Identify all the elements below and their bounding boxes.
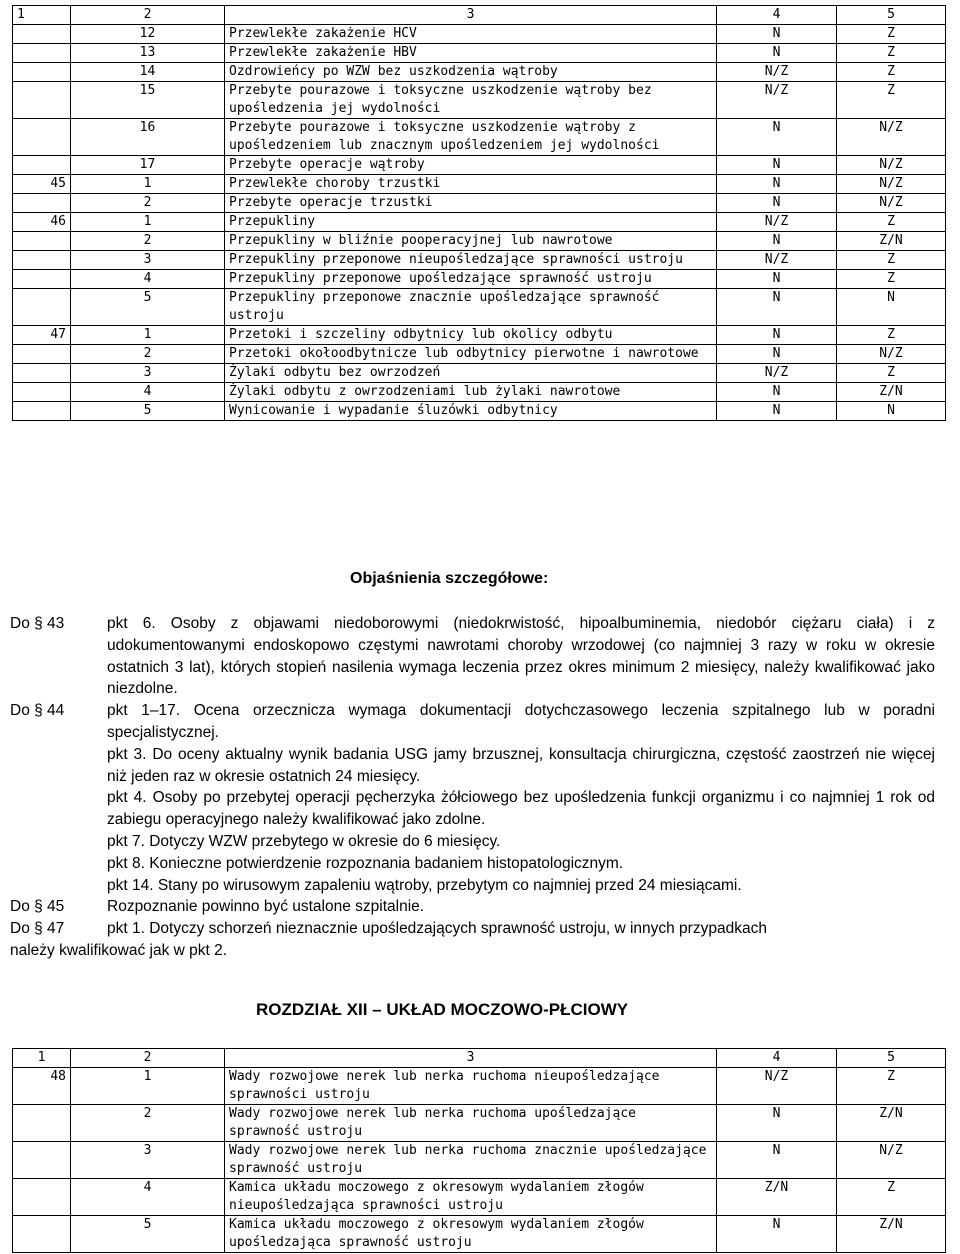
item-number-cell: 4 (71, 383, 225, 402)
header-cell: 1 (13, 6, 71, 25)
category-cell: N/Z (717, 251, 837, 270)
explanation-text: pkt 7. Dotyczy WZW przebytego w okresie do 6 miesięcy. (107, 832, 501, 850)
item-number-cell: 16 (71, 119, 225, 156)
explanation-label (10, 787, 107, 831)
item-number-cell: 5 (71, 289, 225, 326)
category-cell: N/Z (837, 119, 946, 156)
category-cell: N/Z (837, 1142, 946, 1179)
category-cell: N (837, 402, 946, 421)
condition-cell: Przetoki i szczeliny odbytnicy lub okolicy odbytu (225, 326, 717, 345)
item-number-cell: 1 (71, 175, 225, 194)
category-cell: N/Z (717, 213, 837, 232)
condition-cell: Przewlekłe choroby trzustki (225, 175, 717, 194)
category-cell: N (717, 232, 837, 251)
condition-cell: Przetoki okołoodbytnicze lub odbytnicy pierwotne i nawrotowe (225, 345, 717, 364)
item-number-cell: 3 (71, 364, 225, 383)
category-cell: Z (837, 1068, 946, 1105)
explanation-label (10, 744, 107, 788)
section-number-cell (13, 345, 71, 364)
category-cell: N (717, 1216, 837, 1253)
condition-cell: Żylaki odbytu z owrzodzeniami lub żylaki nawrotowe (225, 383, 717, 402)
category-cell: N (717, 383, 837, 402)
item-number-cell: 5 (71, 1216, 225, 1253)
explanation-label (10, 831, 107, 853)
category-cell: Z (837, 270, 946, 289)
explanation-item (10, 831, 935, 853)
category-cell: N (717, 345, 837, 364)
item-number-cell: 14 (71, 63, 225, 82)
category-cell: N/Z (837, 156, 946, 175)
category-cell: Z/N (837, 232, 946, 251)
category-cell: N (717, 119, 837, 156)
explanation-text: pkt 6. Osoby z objawami niedoborowymi (niedokrwistość, hipoalbuminemia, niedobór ciężaru ciała) i z udokumentowanymi endoskopowo częstymi nawrotami choroby wrzodowej (co najmniej 3 razy w roku w okresie ostatnich 3 lat), których stopień nasilenia wymaga leczenia przez okres minimum 2 miesięcy, należy kwalifikować jako niezdolne. (107, 615, 935, 698)
section-number-cell (13, 402, 71, 421)
table-header-row (13, 1049, 946, 1068)
explanation-text: Rozpoznanie powinno być ustalone szpitalnie. (107, 898, 425, 916)
explanation-item (10, 875, 935, 897)
condition-cell: Przepukliny w bliźnie pooperacyjnej lub nawrotowe (225, 232, 717, 251)
category-cell: Z/N (717, 1179, 837, 1216)
category-cell: Z (837, 82, 946, 119)
explanations-list (10, 613, 935, 962)
category-cell: N (717, 1142, 837, 1179)
condition-cell: Przebyte operacje wątroby (225, 156, 717, 175)
condition-cell: Przewlekłe zakażenie HCV (225, 25, 717, 44)
table-row (13, 175, 946, 194)
item-number-cell: 1 (71, 1068, 225, 1105)
explanation-label: Do § 43 (10, 615, 65, 632)
explanation-text: pkt 14. Stany po wirusowym zapaleniu wątroby, przebytym co najmniej przed 24 miesiącami. (107, 876, 742, 894)
table-row (13, 44, 946, 63)
category-cell: N/Z (717, 364, 837, 383)
condition-cell: Ozdrowieńcy po WZW bez uszkodzenia wątroby (225, 63, 717, 82)
header-cell: 5 (837, 6, 946, 25)
item-number-cell: 5 (71, 402, 225, 421)
item-number-cell: 1 (71, 326, 225, 345)
section-number-cell (13, 289, 71, 326)
condition-cell: Kamica układu moczowego z okresowym wydalaniem złogów nieupośledzająca sprawności ustroju (225, 1179, 717, 1216)
section-number-cell: 47 (13, 326, 71, 345)
section-number-cell (13, 1142, 71, 1179)
category-cell: N (717, 270, 837, 289)
section-number-cell (13, 119, 71, 156)
explanation-label: Do § 45 (10, 898, 65, 916)
table-row (13, 402, 946, 421)
section-number-cell (13, 63, 71, 82)
section-number-cell: 46 (13, 213, 71, 232)
section-number-cell (13, 270, 71, 289)
category-cell: Z (837, 251, 946, 270)
category-cell: N/Z (717, 63, 837, 82)
section-number-cell (13, 194, 71, 213)
explanation-text: pkt 3. Do oceny aktualny wynik badania USG jamy brzusznej, konsultacja chirurgiczna, częstość zaostrzeń nie więcej niż jeden raz w okresie ostatnich 24 miesięcy. (107, 745, 935, 785)
category-cell: N (717, 326, 837, 345)
category-cell: Z/N (837, 383, 946, 402)
table-row (13, 119, 946, 156)
table-row (13, 25, 946, 44)
table-row (13, 1142, 946, 1179)
category-cell: Z (837, 25, 946, 44)
condition-cell: Przebyte pourazowe i toksyczne uszkodzenie wątroby bez upośledzenia jej wydolności (225, 82, 717, 119)
category-cell: N (717, 289, 837, 326)
category-cell: N (837, 289, 946, 326)
item-number-cell: 3 (71, 1142, 225, 1179)
category-cell: Z/N (837, 1216, 946, 1253)
section-number-cell (13, 82, 71, 119)
header-cell: 2 (71, 6, 225, 25)
explanation-item (10, 918, 935, 940)
header-cell: 4 (717, 6, 837, 25)
table-header-row (13, 6, 946, 25)
item-number-cell: 4 (71, 1179, 225, 1216)
condition-cell: Przepukliny przeponowe upośledzające sprawność ustroju (225, 270, 717, 289)
table-row (13, 289, 946, 326)
condition-cell: Wady rozwojowe nerek lub nerka ruchoma nieupośledzające sprawności ustroju (225, 1068, 717, 1105)
table-row (13, 383, 946, 402)
explanation-item (10, 896, 935, 918)
table-row (13, 326, 946, 345)
table-row (13, 1179, 946, 1216)
category-cell: N (717, 175, 837, 194)
explanations-title: Objaśnienia szczegółowe: (350, 570, 549, 587)
explanation-item (10, 744, 935, 788)
header-cell: 1 (13, 1049, 71, 1068)
table-row (13, 1105, 946, 1142)
category-cell: Z (837, 63, 946, 82)
section-number-cell (13, 156, 71, 175)
item-number-cell: 2 (71, 194, 225, 213)
header-cell: 5 (837, 1049, 946, 1068)
section-number-cell (13, 1105, 71, 1142)
table-row (13, 345, 946, 364)
category-cell: N/Z (717, 82, 837, 119)
category-cell: N (717, 44, 837, 63)
condition-cell: Wady rozwojowe nerek lub nerka ruchoma upośledzające sprawność ustroju (225, 1105, 717, 1142)
item-number-cell: 1 (71, 213, 225, 232)
category-cell: Z (837, 213, 946, 232)
condition-cell: Kamica układu moczowego z okresowym wydalaniem złogów upośledzająca sprawność ustroju (225, 1216, 717, 1253)
table-row (13, 63, 946, 82)
condition-cell: Przepukliny (225, 213, 717, 232)
category-cell: N/Z (717, 1068, 837, 1105)
table-row (13, 82, 946, 119)
section-number-cell (13, 1216, 71, 1253)
explanation-text: pkt 8. Konieczne potwierdzenie rozpoznania badaniem histopatologicznym. (107, 854, 624, 872)
explanation-text: pkt 1. Dotyczy schorzeń nieznacznie upośledzających sprawność ustroju, w innych przypadkach (107, 920, 767, 938)
table-row (13, 1216, 946, 1253)
category-cell: Z (837, 364, 946, 383)
section-number-cell (13, 44, 71, 63)
item-number-cell: 3 (71, 251, 225, 270)
condition-cell: Żylaki odbytu bez owrzodzeń (225, 364, 717, 383)
category-cell: N/Z (837, 175, 946, 194)
category-cell: Z (837, 326, 946, 345)
explanation-item (10, 853, 935, 875)
table-row (13, 270, 946, 289)
item-number-cell: 2 (71, 345, 225, 364)
table-row (13, 194, 946, 213)
chapter-title: ROZDZIAŁ XII – UKŁAD MOCZOWO-PŁCIOWY (256, 1000, 629, 1019)
category-cell: Z (837, 44, 946, 63)
category-cell: N/Z (837, 345, 946, 364)
table-row (13, 156, 946, 175)
explanation-label: Do § 44 (10, 702, 65, 720)
item-number-cell: 12 (71, 25, 225, 44)
condition-cell: Przepukliny przeponowe nieupośledzające sprawności ustroju (225, 251, 717, 270)
qualification-table-1 (12, 5, 946, 421)
table-body (13, 1068, 946, 1253)
section-number-cell (13, 251, 71, 270)
table-row (13, 364, 946, 383)
explanation-text: pkt 4. Osoby po przebytej operacji pęcherzyka żółciowego bez upośledzenia funkcji organizmu i co najmniej 1 rok od zabiegu operacyjnego należy kwalifikować jako zdolne. (107, 789, 935, 829)
explanation-item (10, 787, 935, 831)
table-row (13, 232, 946, 251)
category-cell: Z (837, 1179, 946, 1216)
explanation-label: Do § 47 (10, 920, 65, 938)
item-number-cell: 2 (71, 1105, 225, 1142)
explanation-item (10, 613, 935, 700)
section-number-cell (13, 364, 71, 383)
explanation-text: pkt 1–17. Ocena orzecznicza wymaga dokumentacji dotychczasowego leczenia szpitalnego lub w poradni specjalistycznej. (107, 702, 935, 741)
section-number-cell: 48 (13, 1068, 71, 1105)
section-number-cell (13, 25, 71, 44)
header-cell: 3 (225, 6, 717, 25)
table-body (13, 25, 946, 421)
table-row (13, 1068, 946, 1105)
qualification-table-2 (12, 1048, 946, 1253)
category-cell: N (717, 402, 837, 421)
condition-cell: Wady rozwojowe nerek lub nerka ruchoma znacznie upośledzające sprawność ustroju (225, 1142, 717, 1179)
condition-cell: Przewlekłe zakażenie HBV (225, 44, 717, 63)
explanation-item (10, 940, 935, 962)
item-number-cell: 13 (71, 44, 225, 63)
explanation-label (10, 853, 107, 875)
table-row (13, 251, 946, 270)
condition-cell: Przepukliny przeponowe znacznie upośledzające sprawność ustroju (225, 289, 717, 326)
table-row (13, 213, 946, 232)
header-cell: 3 (225, 1049, 717, 1068)
condition-cell: Wynicowanie i wypadanie śluzówki odbytnicy (225, 402, 717, 421)
section-number-cell: 45 (13, 175, 71, 194)
condition-cell: Przebyte operacje trzustki (225, 194, 717, 213)
section-number-cell (13, 1179, 71, 1216)
category-cell: Z/N (837, 1105, 946, 1142)
category-cell: N (717, 194, 837, 213)
section-number-cell (13, 383, 71, 402)
explanation-item (10, 700, 935, 744)
header-cell: 4 (717, 1049, 837, 1068)
category-cell: N (717, 1105, 837, 1142)
item-number-cell: 2 (71, 232, 225, 251)
category-cell: N (717, 25, 837, 44)
item-number-cell: 17 (71, 156, 225, 175)
item-number-cell: 15 (71, 82, 225, 119)
explanation-text: należy kwalifikować jak w pkt 2. (10, 941, 228, 959)
explanation-label (10, 875, 107, 897)
header-cell: 2 (71, 1049, 225, 1068)
item-number-cell: 4 (71, 270, 225, 289)
section-number-cell (13, 232, 71, 251)
category-cell: N (717, 156, 837, 175)
condition-cell: Przebyte pourazowe i toksyczne uszkodzenie wątroby z upośledzeniem lub znacznym upośledzeniem jej wydolności (225, 119, 717, 156)
category-cell: N/Z (837, 194, 946, 213)
